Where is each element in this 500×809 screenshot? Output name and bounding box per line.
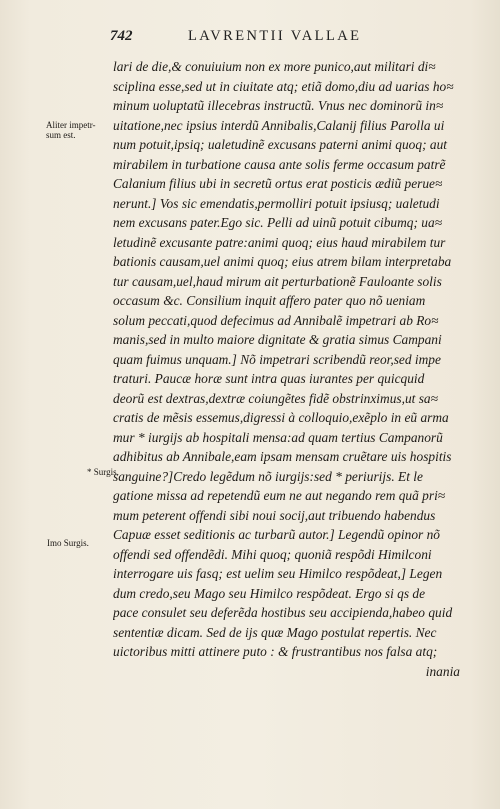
text-line: nerunt.] Vos sic emendatis,permolliri potuit ipsiusq; ualetudi — [113, 195, 440, 211]
body-text — [113, 57, 478, 681]
text-line: sanguine?]Credo legẽdum nõ iurgijs:sed * periurijs. Et le — [113, 468, 423, 484]
text-line: lari de die,& conuiuium non ex more punico,aut militari di≈ — [113, 59, 436, 74]
text-line: deorũ est dextras,dextræ coiungẽtes fidẽ obstrinximus,ut sa≈ — [113, 390, 438, 406]
text-line: num potuit,ipsiq; ualetudinẽ excusans paterni animi quoq; aut — [113, 137, 447, 152]
running-head: LAVRENTII VALLAE — [188, 28, 362, 44]
margin-note-surgis: * Surgis. — [87, 467, 119, 477]
text-line: interrogare uis fasq; est uelim seu Himilco respõdeat,] Legen — [113, 566, 443, 581]
text-line: sciplina esse,sed ut in ciuitate atq; etiã domo,diu ad uarias ho≈ — [113, 78, 454, 94]
text-line: nem excusans pater.Ego sic. Pelli ad uinũ potuit cibumq; ua≈ — [113, 215, 443, 230]
catchword: inania — [425, 663, 460, 679]
text-line: solum peccati,quod defecimus ad Annibalẽ impetrari ab Ro≈ — [113, 312, 439, 328]
text-line: pace consulet seu deferẽda hostibus seu accipienda,habeo quid — [113, 605, 453, 620]
text-line: cratis de mẽsis essemus,digressi à colloquio,exẽplo in eũ arma — [113, 410, 449, 425]
text-line: mur * iurgijs ab hospitali mensa:ad quam tertius Campanorũ — [113, 429, 443, 445]
text-line: sententiæ dicam. Sed de ijs quæ Mago postulat repertis. Nec — [113, 624, 437, 640]
page-number: 742 — [110, 28, 133, 44]
text-line: letudinẽ excusante patre:animi quoq; eius haud mirabilem tur — [113, 234, 446, 250]
text-line: gatione missa ad repetendũ eum ne aut negando rem quã pri≈ — [113, 488, 446, 503]
text-line: Calanium filius ubi in secretũ ortus erat posticis ædiũ perue≈ — [113, 176, 443, 191]
text-line: offendi sed offendẽdi. Mihi quoq; quoniã respõdi Himilconi — [113, 546, 432, 562]
margin-note-imo-surgis: Imo Surgis. — [47, 538, 89, 548]
text-line: uitatione,nec ipsius interdũ Annibalis,Calanij filius Parolla ui — [113, 117, 445, 133]
text-line: mirabilem in turbatione causa ante solis ferme occasum patrẽ — [113, 156, 446, 172]
text-line: uictoribus mitti attinere puto : & frustrantibus nos falsa atq; — [113, 644, 438, 659]
text-line: quam fuimus unquam.] Nõ impetrari scribendũ reor,sed impe — [113, 351, 441, 367]
text-line: manis,sed in multo maiore dignitate & gratia simus Campani — [113, 332, 442, 347]
text-line: mum peterent offendi sibi noui socij,aut tribuendo habendus — [113, 507, 436, 523]
text-line: adhibitus ab Annibale,eam ipsam mensam cruẽtare uis hospitis — [113, 449, 452, 464]
page-header — [0, 28, 500, 50]
text-line: Capuæ esset seditionis ac turbarũ autor.] Legendũ opinor nõ — [113, 527, 440, 542]
text-line: dum credo,seu Mago seu Himilco respõdeat. Ergo si qs de — [113, 585, 426, 601]
text-line: traturi. Paucæ horæ sunt intra quas iurantes per quicquid — [113, 371, 425, 386]
text-line: minum uoluptatũ illecebras instructũ. Vnus nec dominorũ in≈ — [113, 98, 444, 113]
text-line: occasum &c. Consilium inquit affero pater quo nõ ueniam — [113, 293, 426, 308]
text-line: tur causam,uel,haud mirum ait perturbationẽ Fauloante solis — [113, 273, 442, 289]
text-line: bationis causam,uel animi quoq; eius atrem bilam interpretaba — [113, 254, 452, 269]
margin-note-aliter: Aliter impetr- sum est. — [46, 120, 96, 140]
